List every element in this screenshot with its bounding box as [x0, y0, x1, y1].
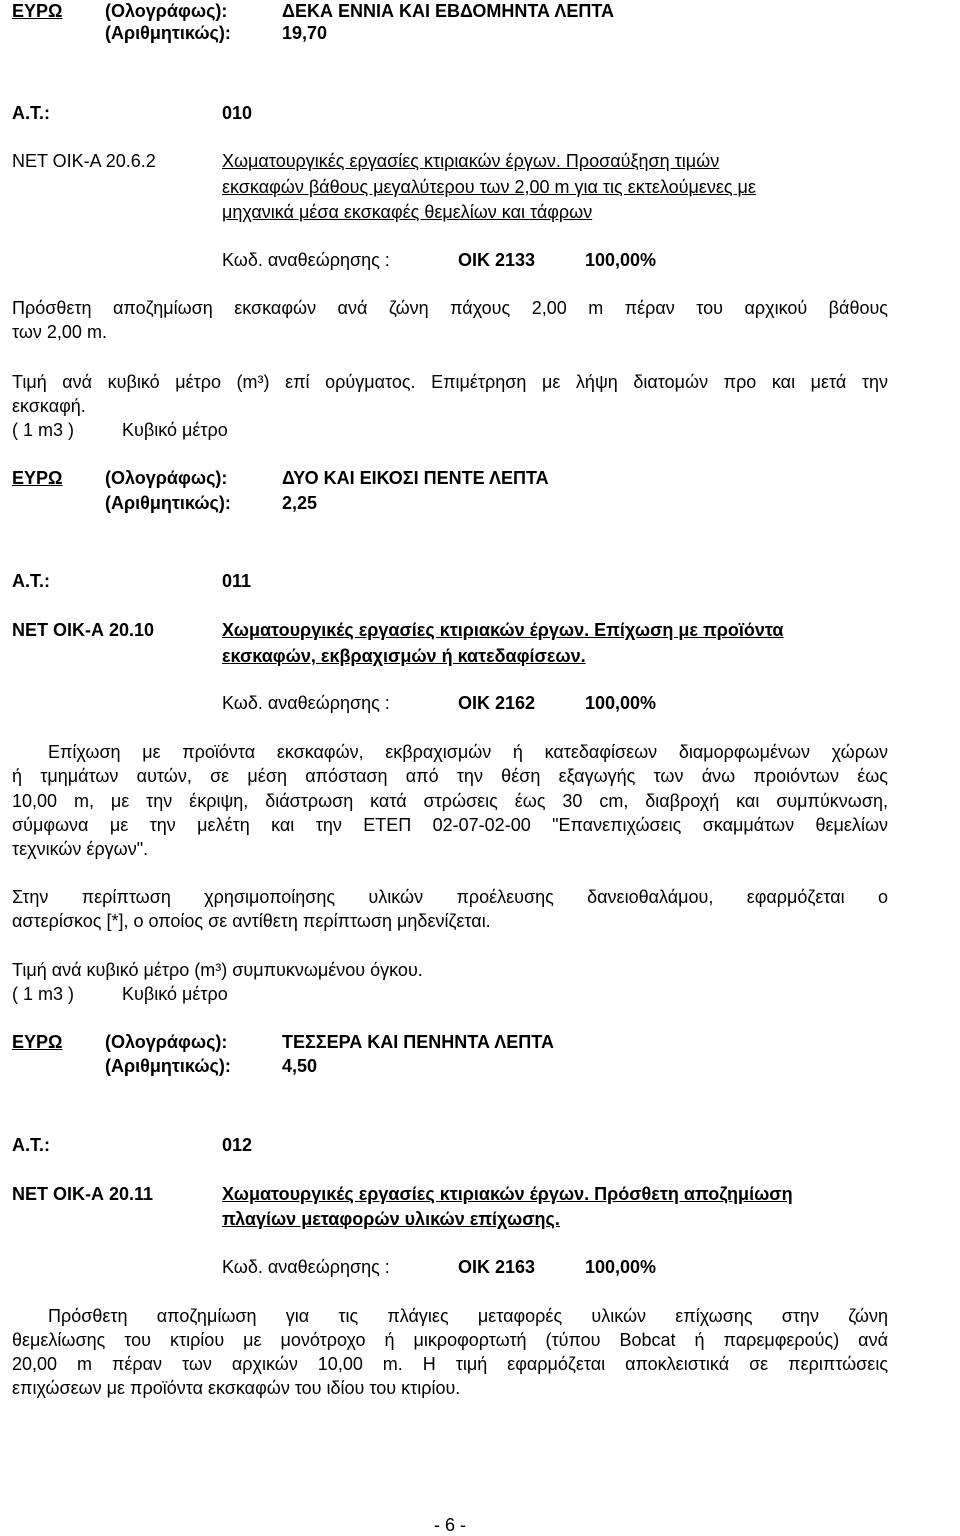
description-line: τεχνικών έργων". [12, 839, 149, 859]
unit-name: Κυβικό μέτρο [122, 984, 228, 1004]
page-number: - 6 - [433, 1515, 466, 1535]
description-line: των 2,00 m. [12, 322, 107, 342]
description-line: 20,00 m πέραν των αρχικών 10,00 m. Η τιμή εφαρμόζεται αποκλειστικά σε περιπτώσεις [12, 1354, 888, 1374]
description-line: 10,00 m, με την έκριψη, διάστρωση κατά στρώσεις έως 30 cm, διαβροχή και συμπύκνωση, [12, 791, 888, 811]
price-text-line: Τιμή ανά κυβικό μέτρο (m³) συμπυκνωμένου όγκου. [12, 960, 423, 980]
currency-label: ΕΥΡΩ [12, 1032, 63, 1052]
item-title-line: Χωματουργικές εργασίες κτιριακών έργων. Πρόσθετη αποζημίωση [222, 1184, 793, 1204]
note-line: Στην περίπτωση χρησιμοποίησης υλικών προέλευσης δανειοθαλάμου, εφαρμόζεται ο [12, 887, 888, 907]
item-title-line: μηχανικά μέσα εκσκαφές θεμελίων και τάφρων [222, 202, 593, 222]
item-code: ΝΕΤ ΟΙΚ-Α 20.11 [12, 1184, 154, 1204]
rev-code: ΟΙΚ 2163 [458, 1257, 536, 1277]
description-line: Πρόσθετη αποζημίωση για τις πλάγιες μεταφορές υλικών επίχωσης στην ζώνη [48, 1306, 888, 1326]
item-title-line: Χωματουργικές εργασίες κτιριακών έργων. Επίχωση με προϊόντα [222, 620, 784, 640]
item-no: 010 [222, 103, 253, 123]
rev-code: ΟΙΚ 2133 [458, 250, 536, 270]
item-no-label: Α.Τ.: [12, 1135, 51, 1155]
price-in-numbers: 4,50 [282, 1056, 318, 1076]
price-text-line: Τιμή ανά κυβικό μέτρο (m³) επί ορύγματος. Επιμέτρηση με λήψη διατομών προ και μετά την [12, 372, 888, 392]
description-line: θεμελίωσης του κτιρίου με μονότροχο ή μικροφορτωτή (τύπου Bobcat ή παρεμφερούς) ανά [12, 1330, 888, 1350]
description-line: επιχώσεων με προϊόντα εκσκαφών του ιδίου του κτιρίου. [12, 1378, 461, 1398]
note-line: αστερίσκος [*], ο οποίος σε αντίθετη περίπτωση μηδενίζεται. [12, 911, 491, 931]
item-no: 012 [222, 1135, 253, 1155]
item-code: ΝΕΤ ΟΙΚ-Α 20.6.2 [12, 151, 156, 171]
rev-code: ΟΙΚ 2162 [458, 693, 536, 713]
unit-qty: ( 1 m3 ) [12, 984, 75, 1004]
description-line: ή τμημάτων αυτών, σε μέση απόσταση από την θέση εξαγωγής των άνω προιόντων έως [12, 766, 888, 786]
unit-name: Κυβικό μέτρο [122, 420, 228, 440]
description-line: Πρόσθετη αποζημίωση εκσκαφών ανά ζώνη πάχους 2,00 m πέραν του αρχικού βάθους [12, 298, 888, 318]
rev-percent: 100,00% [585, 693, 657, 713]
price-in-numbers: 2,25 [282, 493, 318, 513]
price-in-numbers: 19,70 [282, 23, 328, 43]
in-numbers-label: (Αριθμητικώς): [105, 493, 231, 513]
currency-label: ΕΥΡΩ [12, 1, 63, 21]
item-no-label: Α.Τ.: [12, 571, 51, 591]
description-line: Επίχωση με προϊόντα εκσκαφών, εκβραχισμών ή κατεδαφίσεων διαμορφωμένων χώρων [48, 742, 888, 762]
item-code: ΝΕΤ ΟΙΚ-Α 20.10 [12, 620, 155, 640]
item-title-line: Χωματουργικές εργασίες κτιριακών έργων. Προσαύξηση τιμών [222, 151, 720, 171]
item-no-label: Α.Τ.: [12, 103, 51, 123]
in-numbers-label: (Αριθμητικώς): [105, 1056, 231, 1076]
in-words-label: (Ολογράφως): [105, 468, 228, 488]
rev-code-label: Κωδ. αναθεώρησης : [222, 250, 390, 270]
in-words-label: (Ολογράφως): [105, 1, 228, 21]
item-title-line: πλαγίων μεταφορών υλικών επίχωσης. [222, 1209, 560, 1229]
rev-percent: 100,00% [585, 1257, 657, 1277]
price-in-words: ΤΕΣΣΕΡΑ ΚΑΙ ΠΕΝΗΝΤΑ ΛΕΠΤΑ [282, 1032, 554, 1052]
item-no: 011 [222, 571, 252, 591]
in-numbers-label: (Αριθμητικώς): [105, 23, 231, 43]
item-title-line: εκσκαφών βάθους μεγαλύτερου των 2,00 m για τις εκτελούμενες με [222, 177, 756, 197]
item-title-line: εκσκαφών, εκβραχισμών ή κατεδαφίσεων. [222, 646, 586, 666]
currency-label: ΕΥΡΩ [12, 468, 63, 488]
rev-percent: 100,00% [585, 250, 657, 270]
in-words-label: (Ολογράφως): [105, 1032, 228, 1052]
price-text-line: εκσκαφή. [12, 396, 86, 416]
price-in-words: ΔΕΚΑ ΕΝΝΙΑ ΚΑΙ ΕΒΔΟΜΗΝΤΑ ΛΕΠΤΑ [282, 1, 615, 21]
rev-code-label: Κωδ. αναθεώρησης : [222, 693, 390, 713]
rev-code-label: Κωδ. αναθεώρησης : [222, 1257, 390, 1277]
price-in-words: ΔΥΟ ΚΑΙ ΕΙΚΟΣΙ ΠΕΝΤΕ ΛΕΠΤΑ [282, 468, 549, 488]
description-line: σύμφωνα με την μελέτη και την ΕΤΕΠ 02-07-02-00 "Επανεπιχώσεις σκαμμάτων θεμελίων [12, 815, 888, 835]
unit-qty: ( 1 m3 ) [12, 420, 75, 440]
